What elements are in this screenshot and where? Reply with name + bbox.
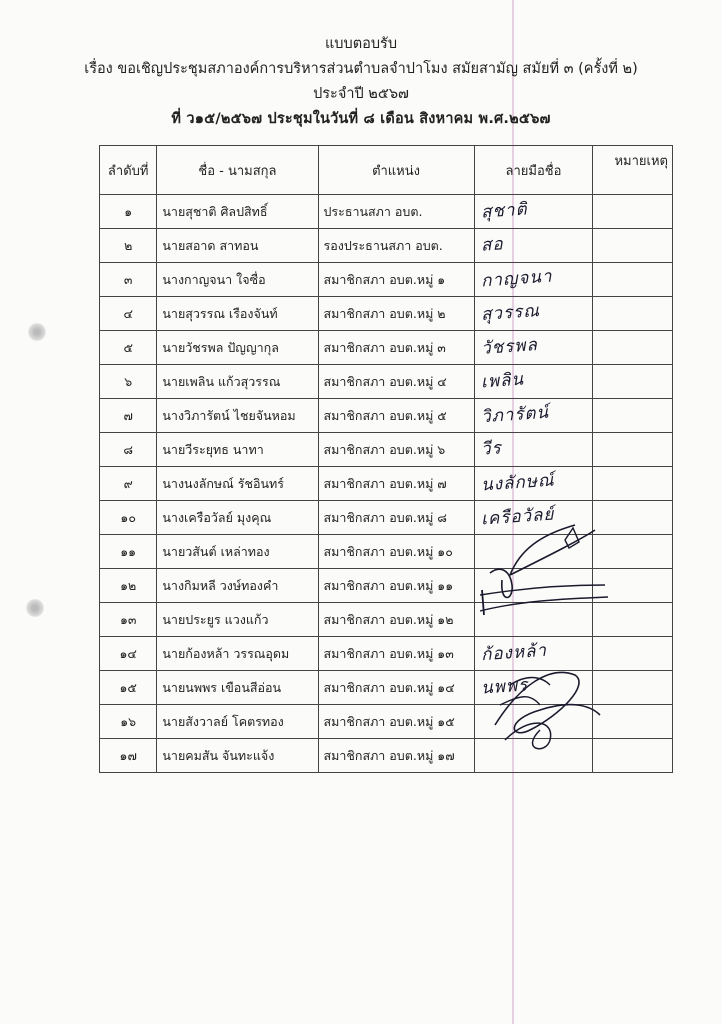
row-number: ๑๒	[100, 569, 157, 603]
signature-cell	[474, 399, 593, 433]
column-header-name: ชื่อ - นามสกุล	[157, 146, 318, 195]
remarks-cell	[593, 399, 673, 433]
remarks-cell	[593, 229, 673, 263]
form-title: แบบตอบรับ	[324, 36, 398, 52]
member-name: นางนงลักษณ์ รัชอินทร์	[157, 467, 318, 501]
member-name: นางเครือวัลย์ มุงคุณ	[157, 501, 318, 535]
signature-cell	[474, 229, 593, 263]
table-row	[100, 297, 673, 331]
signature-cell	[474, 263, 593, 297]
table-row	[100, 195, 673, 229]
table-row	[100, 229, 673, 263]
remarks-cell	[593, 433, 673, 467]
table-row	[100, 399, 673, 433]
signature-cell	[474, 365, 593, 399]
member-name: นายสอาด สาทอน	[157, 229, 318, 263]
punch-hole-mark	[26, 598, 44, 618]
table-row	[100, 467, 673, 501]
member-name: นายประยูร แวงแก้ว	[157, 603, 318, 637]
table-row	[100, 331, 673, 365]
member-position: สมาชิกสภา อบต.หมู่ ๑๑	[318, 569, 474, 603]
remarks-cell	[593, 331, 673, 365]
signature-cell	[474, 297, 593, 331]
handwritten-signature: นพพร	[479, 675, 529, 699]
row-number: ๔	[100, 297, 157, 331]
punch-hole-mark	[28, 322, 46, 342]
row-number: ๗	[100, 399, 157, 433]
subject-line: เรื่อง ขอเชิญประชุมสภาองค์การบริหารส่วนตำบลจำปาโมง สมัยสามัญ สมัยที่ ๓ (ครั้งที่ ๒)	[84, 61, 638, 77]
signature-cell	[474, 433, 593, 467]
table-row	[100, 433, 673, 467]
handwritten-signature: นงลักษณ์	[480, 470, 555, 496]
table-header-row	[100, 146, 673, 195]
member-name: นายก้องหล้า วรรณอุดม	[157, 637, 318, 671]
signature-cell	[474, 195, 593, 229]
handwritten-signature: กาญจนา	[480, 266, 553, 292]
document-header	[0, 32, 722, 132]
member-position: ประธานสภา อบต.	[318, 195, 474, 229]
handwritten-signature: สุชาติ	[479, 199, 528, 223]
row-number: ๑๖	[100, 705, 157, 739]
row-number: ๑๐	[100, 501, 157, 535]
row-number: ๑๔	[100, 637, 157, 671]
handwritten-signature: วีร	[479, 438, 502, 460]
row-number: ๖	[100, 365, 157, 399]
signature-cell	[474, 467, 593, 501]
member-name: นายสังวาลย์ โคตรทอง	[157, 705, 318, 739]
member-name: นางวิภารัตน์ ไชยจันหอม	[157, 399, 318, 433]
member-position: สมาชิกสภา อบต.หมู่ ๕	[318, 399, 474, 433]
row-number: ๓	[100, 263, 157, 297]
row-number: ๑๗	[100, 739, 157, 773]
member-position: สมาชิกสภา อบต.หมู่ ๑๐	[318, 535, 474, 569]
handwritten-signature: เครือวัลย์	[480, 504, 555, 530]
member-name: นางกาญจนา ใจซื่อ	[157, 263, 318, 297]
column-header-signature: ลายมือชื่อ	[474, 146, 593, 195]
member-name: นายสุชาติ ศิลปสิทธิ์	[157, 195, 318, 229]
row-number: ๑๑	[100, 535, 157, 569]
column-header-position: ตำแหน่ง	[318, 146, 474, 195]
handwritten-signature: วิภารัตน์	[479, 402, 550, 428]
handwritten-signature: สอ	[479, 234, 504, 256]
member-position: สมาชิกสภา อบต.หมู่ ๑๔	[318, 671, 474, 705]
member-name: นางกิมหลี วงษ์ทองคำ	[157, 569, 318, 603]
handwritten-signature: สุวรรณ	[479, 300, 541, 326]
member-position: สมาชิกสภา อบต.หมู่ ๘	[318, 501, 474, 535]
member-position: สมาชิกสภา อบต.หมู่ ๓	[318, 331, 474, 365]
row-number: ๘	[100, 433, 157, 467]
year-line: ประจำปี ๒๕๖๗	[313, 86, 409, 102]
member-name: นายคมสัน จันทะแจ้ง	[157, 739, 318, 773]
remarks-cell	[593, 297, 673, 331]
member-position: รองประธานสภา อบต.	[318, 229, 474, 263]
member-name: นายวัชรพล ปัญญากุล	[157, 331, 318, 365]
signature-cell	[474, 331, 593, 365]
row-number: ๒	[100, 229, 157, 263]
member-name: นายวสันต์ เหล่าทอง	[157, 535, 318, 569]
row-number: ๙	[100, 467, 157, 501]
table-row	[100, 365, 673, 399]
table-row	[100, 263, 673, 297]
reference-line: ที่ ว๑๕/๒๕๖๗ ประชุมในวันที่ ๘ เดือน สิงหาคม พ.ศ.๒๕๖๗	[171, 111, 551, 127]
row-number: ๑	[100, 195, 157, 229]
member-position: สมาชิกสภา อบต.หมู่ ๑๕	[318, 705, 474, 739]
member-name: นายเพลิน แก้วสุวรรณ	[157, 365, 318, 399]
column-header-no: ลำดับที่	[100, 146, 157, 195]
row-number: ๑๓	[100, 603, 157, 637]
remarks-cell	[593, 467, 673, 501]
remarks-cell	[593, 195, 673, 229]
member-position: สมาชิกสภา อบต.หมู่ ๑	[318, 263, 474, 297]
member-name: นายสุวรรณ เรืองจันท์	[157, 297, 318, 331]
member-name: นายวีระยุทธ นาทา	[157, 433, 318, 467]
member-name: นายนพพร เขือนสีอ่อน	[157, 671, 318, 705]
row-number: ๕	[100, 331, 157, 365]
member-position: สมาชิกสภา อบต.หมู่ ๒	[318, 297, 474, 331]
member-position: สมาชิกสภา อบต.หมู่ ๑๓	[318, 637, 474, 671]
handwritten-signature: วัชรพล	[479, 335, 539, 359]
handwritten-signature: ก้องหล้า	[479, 640, 548, 666]
handwritten-signature: เพลิน	[479, 369, 525, 393]
column-header-remarks: หมายเหตุ	[593, 146, 673, 195]
member-position: สมาชิกสภา อบต.หมู่ ๑๗	[318, 739, 474, 773]
signature-scribble-overlay	[480, 515, 630, 765]
member-position: สมาชิกสภา อบต.หมู่ ๖	[318, 433, 474, 467]
member-position: สมาชิกสภา อบต.หมู่ ๔	[318, 365, 474, 399]
remarks-cell	[593, 263, 673, 297]
member-position: สมาชิกสภา อบต.หมู่ ๗	[318, 467, 474, 501]
remarks-cell	[593, 365, 673, 399]
row-number: ๑๕	[100, 671, 157, 705]
member-position: สมาชิกสภา อบต.หมู่ ๑๒	[318, 603, 474, 637]
